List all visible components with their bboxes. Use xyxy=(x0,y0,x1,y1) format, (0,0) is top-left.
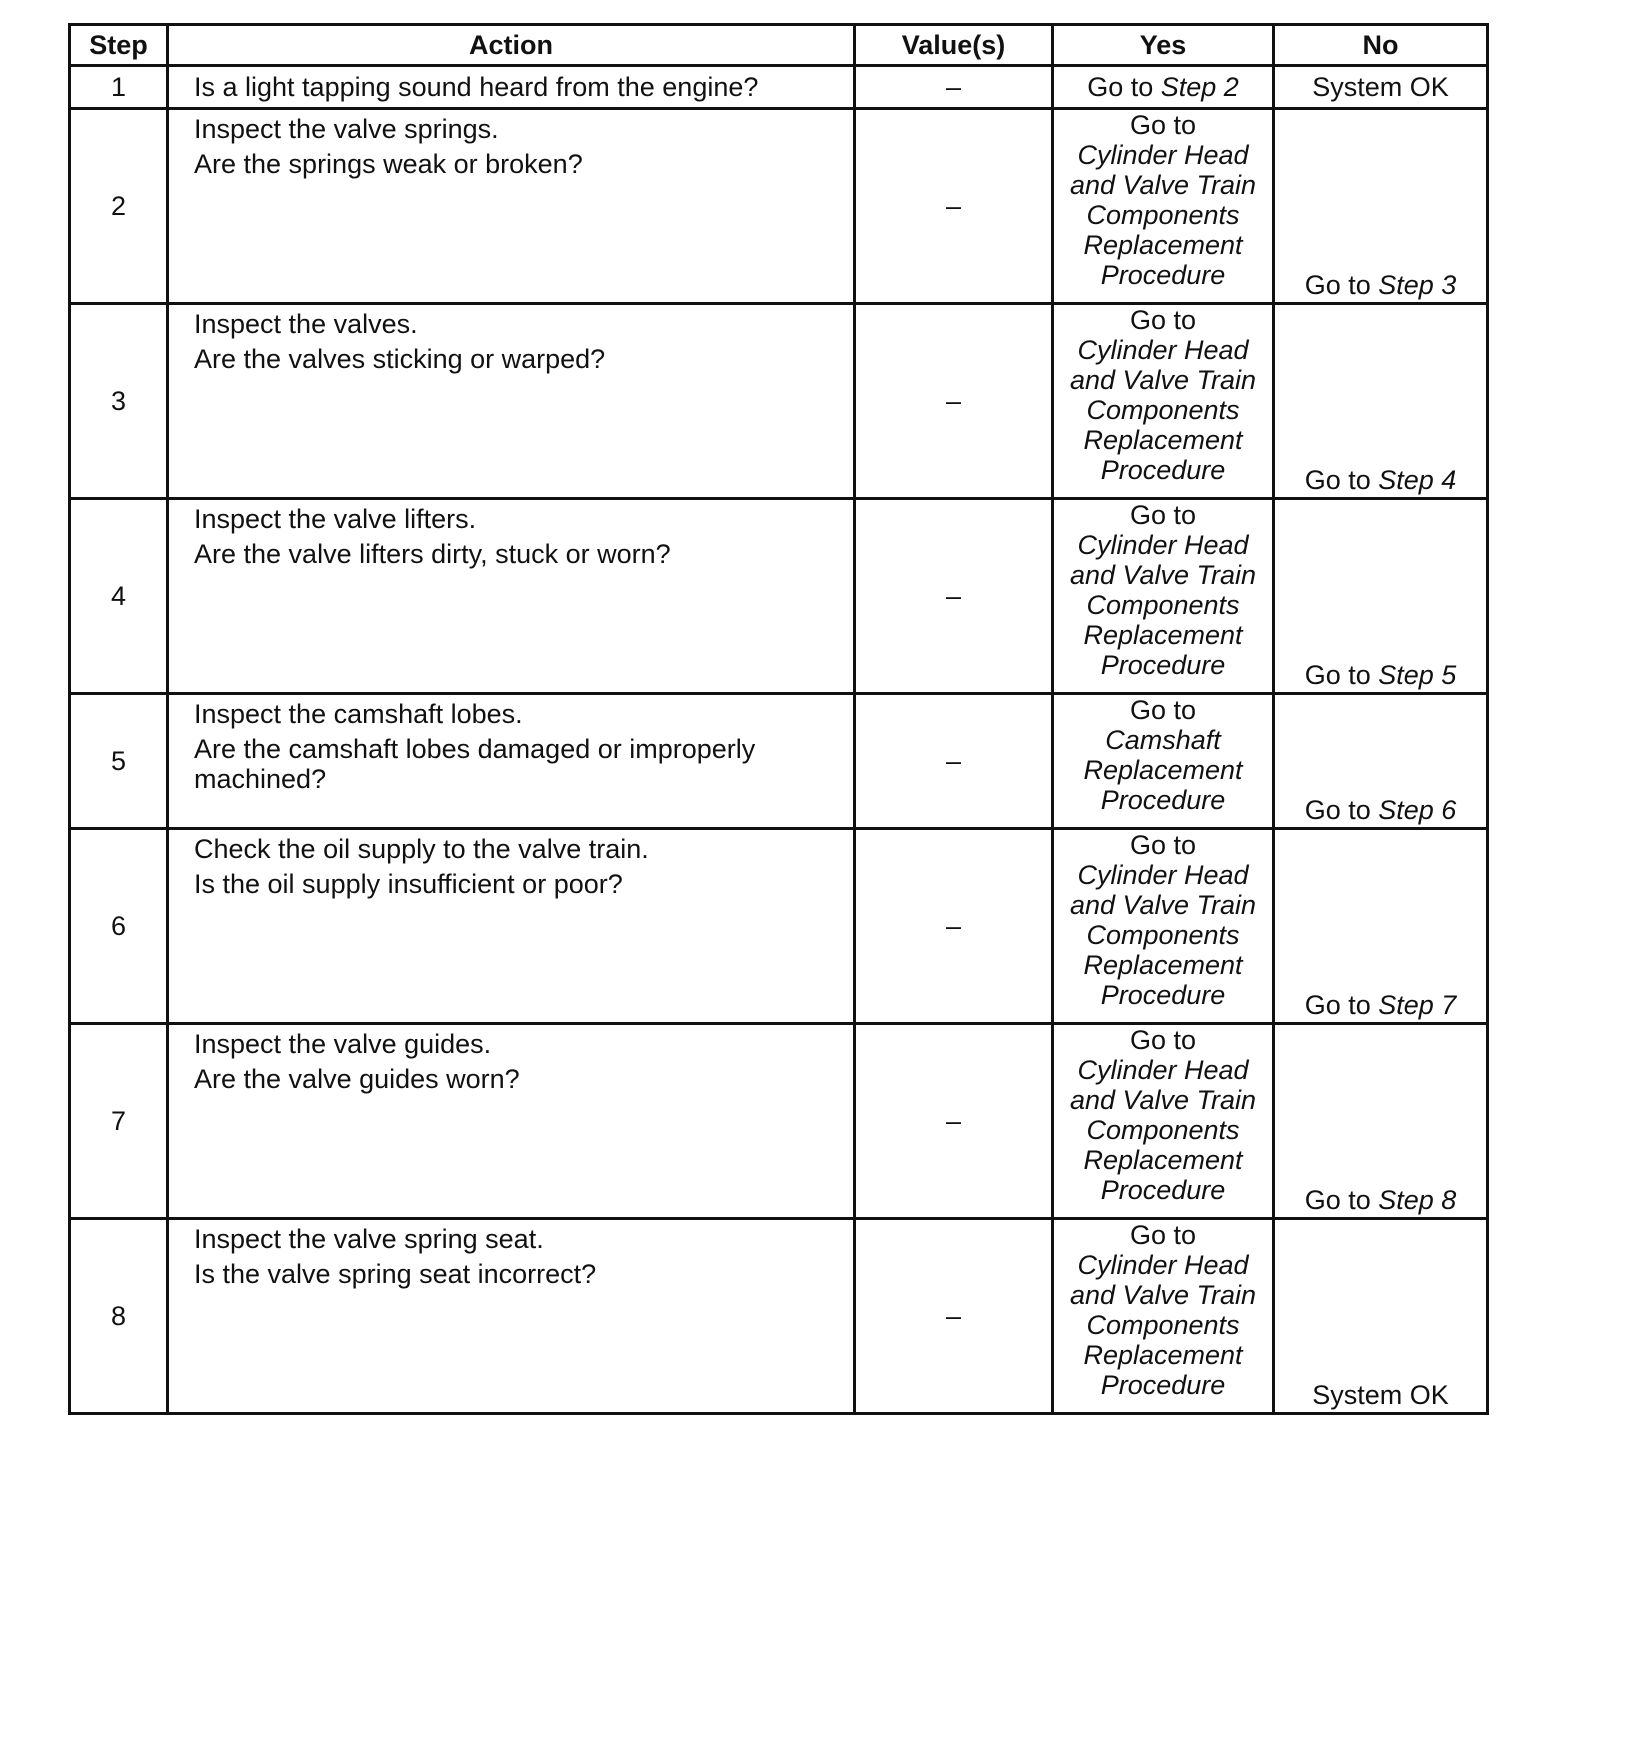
action-cell xyxy=(168,304,855,499)
yes-prefix: Go to xyxy=(1129,695,1197,725)
header-yes: Yes xyxy=(1053,25,1274,66)
value-cell: – xyxy=(855,694,1053,829)
action-question: Is a light tapping sound heard from the engine? xyxy=(194,72,759,102)
yes-procedure-link[interactable]: Cylinder Head xyxy=(1077,140,1249,170)
header-values: Value(s) xyxy=(855,25,1053,66)
yes-procedure-link[interactable]: Procedure xyxy=(1100,260,1226,290)
action-instruction: Inspect the camshaft lobes. xyxy=(194,699,523,729)
action-instruction: Inspect the valve spring seat. xyxy=(194,1224,544,1254)
action-instruction: Inspect the valve springs. xyxy=(194,114,499,144)
action-question: Are the springs weak or broken? xyxy=(194,149,583,179)
no-step-link[interactable]: Step 4 xyxy=(1378,465,1457,495)
action-question: Is the valve spring seat incorrect? xyxy=(194,1259,597,1289)
yes-step-link[interactable]: Step 2 xyxy=(1160,72,1239,102)
yes-cell xyxy=(1053,1024,1274,1219)
step-number: 3 xyxy=(70,304,168,499)
value-cell: – xyxy=(855,1219,1053,1414)
yes-cell xyxy=(1053,109,1274,304)
table-row xyxy=(70,499,1488,694)
action-question: Are the valve lifters dirty, stuck or worn? xyxy=(194,539,671,569)
diagnostic-table xyxy=(68,23,1489,1415)
yes-prefix: Go to xyxy=(1129,305,1197,335)
action-question: Is the oil supply insufficient or poor? xyxy=(194,869,623,899)
yes-cell xyxy=(1053,499,1274,694)
no-cell xyxy=(1274,304,1488,499)
no-prefix: Go to xyxy=(1304,795,1379,825)
action-cell xyxy=(168,499,855,694)
yes-procedure-link[interactable]: Replacement xyxy=(1083,1340,1243,1370)
table-row xyxy=(70,304,1488,499)
action-instruction: Inspect the valve lifters. xyxy=(194,504,477,534)
step-number: 1 xyxy=(70,66,168,109)
yes-procedure-link[interactable]: Camshaft xyxy=(1105,725,1221,755)
action-cell xyxy=(168,829,855,1024)
yes-procedure-link[interactable]: Replacement xyxy=(1083,755,1243,785)
yes-procedure-link[interactable]: Cylinder Head xyxy=(1077,860,1249,890)
yes-procedure-link[interactable]: and Valve Train xyxy=(1069,560,1257,590)
yes-prefix: Go to xyxy=(1129,1220,1197,1250)
step-number: 7 xyxy=(70,1024,168,1219)
table-row xyxy=(70,109,1488,304)
no-cell xyxy=(1274,1219,1488,1414)
no-prefix: Go to xyxy=(1304,1185,1379,1215)
no-cell xyxy=(1274,66,1488,109)
no-step-link[interactable]: Step 7 xyxy=(1378,990,1457,1020)
yes-procedure-link[interactable]: Cylinder Head xyxy=(1077,530,1249,560)
yes-procedure-link[interactable]: Replacement xyxy=(1083,230,1243,260)
no-step-link[interactable]: Step 6 xyxy=(1378,795,1457,825)
no-prefix: Go to xyxy=(1304,660,1379,690)
header-step: Step xyxy=(70,25,168,66)
yes-procedure-link[interactable]: Components xyxy=(1086,920,1240,950)
yes-procedure-link[interactable]: and Valve Train xyxy=(1069,1085,1257,1115)
no-step-link[interactable]: Step 5 xyxy=(1378,660,1457,690)
no-cell xyxy=(1274,694,1488,829)
action-question: Are the valve guides worn? xyxy=(194,1064,520,1094)
no-step-link[interactable]: Step 8 xyxy=(1378,1185,1457,1215)
no-prefix: Go to xyxy=(1304,465,1379,495)
action-cell xyxy=(168,109,855,304)
no-cell xyxy=(1274,499,1488,694)
yes-cell xyxy=(1053,694,1274,829)
action-question: Are the camshaft lobes damaged or improperly machined? xyxy=(194,734,756,794)
yes-prefix: Go to xyxy=(1129,830,1197,860)
yes-procedure-link[interactable]: Components xyxy=(1086,395,1240,425)
yes-procedure-link[interactable]: Procedure xyxy=(1100,1370,1226,1400)
no-step-link[interactable]: Step 3 xyxy=(1378,270,1457,300)
yes-procedure-link[interactable]: Replacement xyxy=(1083,620,1243,650)
yes-procedure-link[interactable]: and Valve Train xyxy=(1069,1280,1257,1310)
yes-procedure-link[interactable]: and Valve Train xyxy=(1069,170,1257,200)
no-text: System OK xyxy=(1312,1380,1449,1410)
header-no: No xyxy=(1274,25,1488,66)
no-prefix: Go to xyxy=(1304,270,1379,300)
action-question: Are the valves sticking or warped? xyxy=(194,344,606,374)
yes-procedure-link[interactable]: Cylinder Head xyxy=(1077,335,1249,365)
yes-cell xyxy=(1053,66,1274,109)
yes-procedure-link[interactable]: Replacement xyxy=(1083,425,1243,455)
yes-prefix: Go to xyxy=(1129,110,1197,140)
step-number: 4 xyxy=(70,499,168,694)
yes-procedure-link[interactable]: Procedure xyxy=(1100,650,1226,680)
action-instruction: Inspect the valve guides. xyxy=(194,1029,492,1059)
value-cell: – xyxy=(855,829,1053,1024)
value-cell: – xyxy=(855,66,1053,109)
action-instruction: Inspect the valves. xyxy=(194,309,418,339)
step-number: 6 xyxy=(70,829,168,1024)
header-action: Action xyxy=(168,25,855,66)
yes-prefix: Go to xyxy=(1129,500,1197,530)
yes-procedure-link[interactable]: Cylinder Head xyxy=(1077,1250,1249,1280)
table-row xyxy=(70,66,1488,109)
table-row xyxy=(70,1219,1488,1414)
action-cell xyxy=(168,66,855,109)
action-instruction: Check the oil supply to the valve train. xyxy=(194,834,649,864)
yes-procedure-link[interactable]: Procedure xyxy=(1100,455,1226,485)
yes-procedure-link[interactable]: Replacement xyxy=(1083,1145,1243,1175)
yes-procedure-link[interactable]: Replacement xyxy=(1083,950,1243,980)
table-header-row xyxy=(70,25,1488,66)
yes-prefix: Go to xyxy=(1087,72,1161,102)
step-number: 2 xyxy=(70,109,168,304)
table-row xyxy=(70,1024,1488,1219)
step-number: 8 xyxy=(70,1219,168,1414)
no-cell xyxy=(1274,829,1488,1024)
no-text: System OK xyxy=(1312,72,1449,102)
yes-procedure-link[interactable]: and Valve Train xyxy=(1069,365,1257,395)
no-prefix: Go to xyxy=(1304,990,1379,1020)
value-cell: – xyxy=(855,304,1053,499)
yes-prefix: Go to xyxy=(1129,1025,1197,1055)
yes-cell xyxy=(1053,1219,1274,1414)
yes-procedure-link[interactable]: Components xyxy=(1086,200,1240,230)
yes-procedure-link[interactable]: Components xyxy=(1086,1310,1240,1340)
step-number: 5 xyxy=(70,694,168,829)
yes-procedure-link[interactable]: Cylinder Head xyxy=(1077,1055,1249,1085)
action-cell xyxy=(168,1219,855,1414)
no-cell xyxy=(1274,1024,1488,1219)
table-row xyxy=(70,829,1488,1024)
yes-procedure-link[interactable]: Procedure xyxy=(1100,1175,1226,1205)
action-cell xyxy=(168,1024,855,1219)
yes-procedure-link[interactable]: Procedure xyxy=(1100,980,1226,1010)
value-cell: – xyxy=(855,1024,1053,1219)
no-cell xyxy=(1274,109,1488,304)
yes-cell xyxy=(1053,304,1274,499)
value-cell: – xyxy=(855,109,1053,304)
value-cell: – xyxy=(855,499,1053,694)
yes-cell xyxy=(1053,829,1274,1024)
yes-procedure-link[interactable]: Components xyxy=(1086,1115,1240,1145)
yes-procedure-link[interactable]: and Valve Train xyxy=(1069,890,1257,920)
table-row xyxy=(70,694,1488,829)
action-cell xyxy=(168,694,855,829)
yes-procedure-link[interactable]: Components xyxy=(1086,590,1240,620)
yes-procedure-link[interactable]: Procedure xyxy=(1100,785,1226,815)
